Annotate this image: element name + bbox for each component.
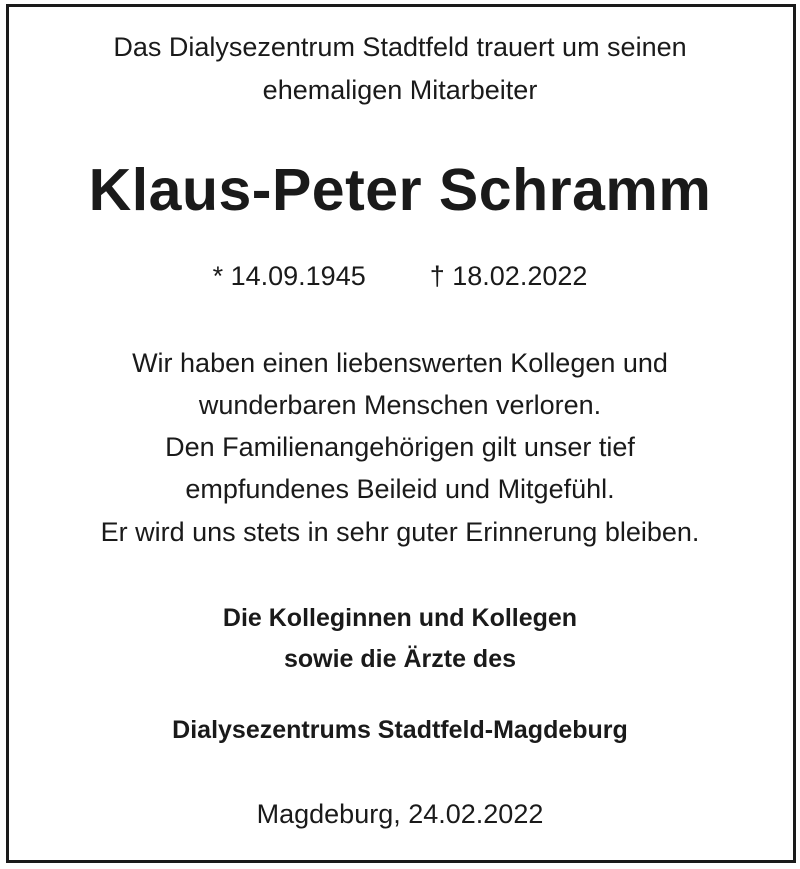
message-line-4: empfundenes Beileid und Mitgefühl.	[185, 474, 615, 504]
place-and-date: Magdeburg, 24.02.2022	[256, 799, 544, 829]
message-line-2: wunderbaren Menschen verloren.	[198, 390, 602, 420]
birth-date: * 14.09.1945	[212, 261, 366, 291]
message-line-1: Wir haben einen liebenswerten Kollegen und	[132, 348, 668, 378]
intro-line-1: Das Dialysezentrum Stadtfeld trauert um seinen	[113, 32, 687, 62]
message-line-5: Er wird uns stets in sehr guter Erinnerung bleiben.	[100, 517, 700, 547]
intro-line-2: ehemaligen Mitarbeiter	[262, 75, 538, 105]
life-dates	[0, 259, 800, 293]
deceased-name: Klaus-Peter Schramm	[88, 157, 712, 223]
signature-line-2: sowie die Ärzte des	[283, 645, 517, 673]
signature-line-1: Die Kolleginnen und Kollegen	[222, 604, 578, 632]
signature-line-3: Dialysezentrums Stadtfeld-Magdeburg	[172, 716, 628, 744]
death-date: † 18.02.2022	[429, 261, 588, 291]
message-line-3: Den Familienangehörigen gilt unser tief	[165, 432, 635, 462]
